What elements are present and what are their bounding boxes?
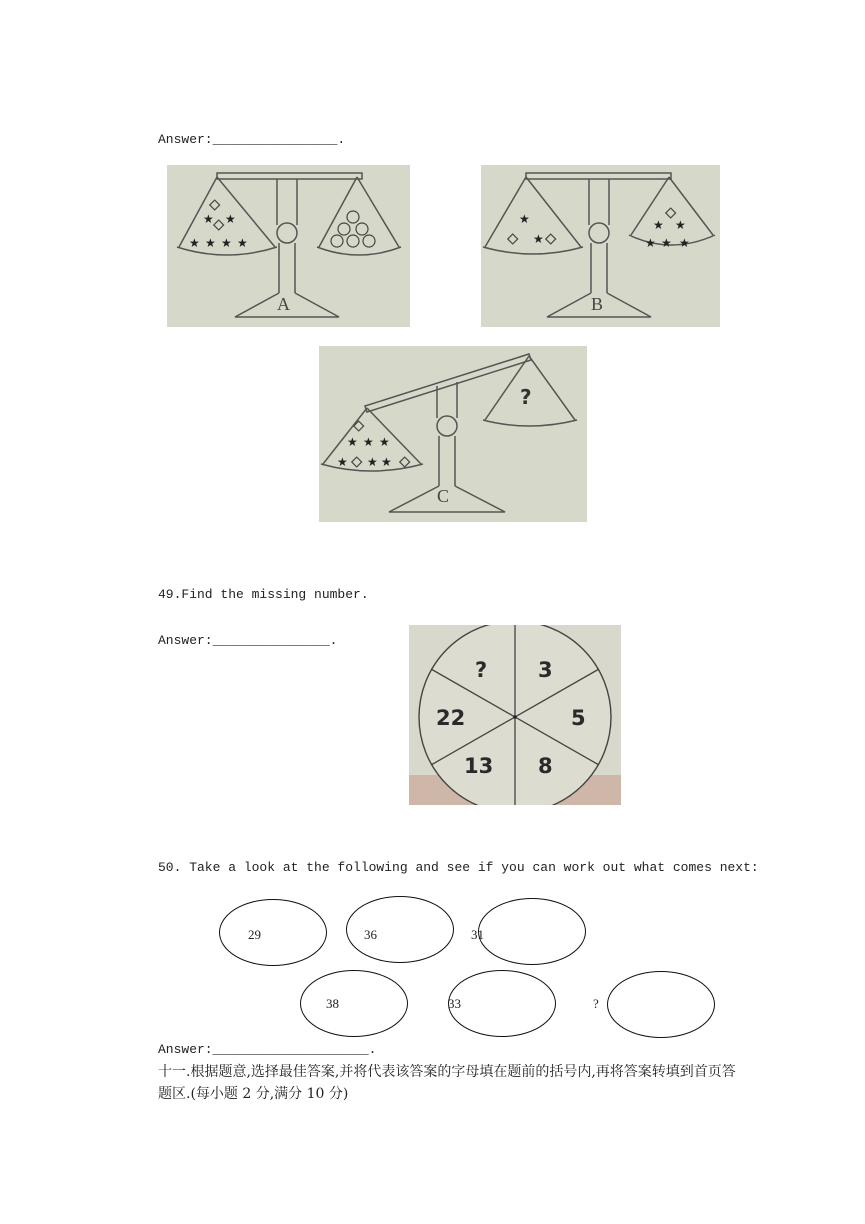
sequence-number-5: 33 <box>448 996 461 1011</box>
scale-b-image <box>481 165 720 327</box>
q49-answer-line: Answer:_______________. <box>158 633 338 648</box>
svg-text:★: ★ <box>189 236 200 250</box>
sequence-oval-6 <box>607 971 715 1038</box>
svg-text:★: ★ <box>661 236 672 250</box>
wheel-value-top-right: 3 <box>538 658 553 682</box>
number-wheel-image <box>409 625 621 805</box>
svg-text:★: ★ <box>337 455 348 469</box>
svg-text:★: ★ <box>679 236 690 250</box>
q48-answer-line: Answer:________________. <box>158 132 346 147</box>
svg-text:★: ★ <box>381 455 392 469</box>
sequence-oval-4 <box>300 970 408 1037</box>
wheel-value-top-left: ? <box>475 658 488 682</box>
sequence-number-3: 31 <box>471 927 484 942</box>
scale-c-image <box>319 346 587 522</box>
wheel-value-right: 5 <box>571 706 586 730</box>
q50-answer-line: Answer:____________________. <box>158 1042 377 1057</box>
svg-text:★: ★ <box>221 236 232 250</box>
sequence-number-6: ? <box>593 996 599 1011</box>
svg-text:★: ★ <box>363 435 374 449</box>
sequence-oval-5 <box>448 970 556 1037</box>
wheel-value-bottom-right: 8 <box>538 754 553 778</box>
scale-a-image <box>167 165 410 327</box>
scale-a-label: A <box>277 294 290 314</box>
scale-c-label: C <box>437 486 450 506</box>
svg-text:★: ★ <box>367 455 378 469</box>
sequence-oval-2 <box>346 896 454 963</box>
svg-text:★: ★ <box>653 218 664 232</box>
svg-text:★: ★ <box>645 236 656 250</box>
svg-text:★: ★ <box>519 212 530 226</box>
scale-c-unknown: ? <box>520 385 532 409</box>
sequence-oval-3 <box>478 898 586 965</box>
svg-text:★: ★ <box>205 236 216 250</box>
section-11-instructions: 十一.根据题意,选择最佳答案,并将代表该答案的字母填在题前的括号内,再将答案转填到首页答题区.(每小题 2 分,满分 10 分) <box>158 1064 736 1102</box>
scale-b-label: B <box>591 294 604 314</box>
sequence-number-1: 29 <box>248 927 261 942</box>
wheel-value-bottom-left: 13 <box>464 754 494 778</box>
wheel-value-left: 22 <box>436 706 466 730</box>
svg-text:★: ★ <box>203 212 214 226</box>
svg-text:★: ★ <box>675 218 686 232</box>
svg-text:★: ★ <box>225 212 236 226</box>
svg-text:★: ★ <box>347 435 358 449</box>
sequence-oval-1 <box>219 899 327 966</box>
svg-text:★: ★ <box>237 236 248 250</box>
sequence-number-2: 36 <box>364 927 377 942</box>
svg-text:★: ★ <box>533 232 544 246</box>
svg-text:★: ★ <box>379 435 390 449</box>
q49-question: 49.Find the missing number. <box>158 587 369 602</box>
sequence-number-4: 38 <box>326 996 339 1011</box>
q50-question: 50. Take a look at the following and see if you can work out what comes next: <box>158 860 759 875</box>
